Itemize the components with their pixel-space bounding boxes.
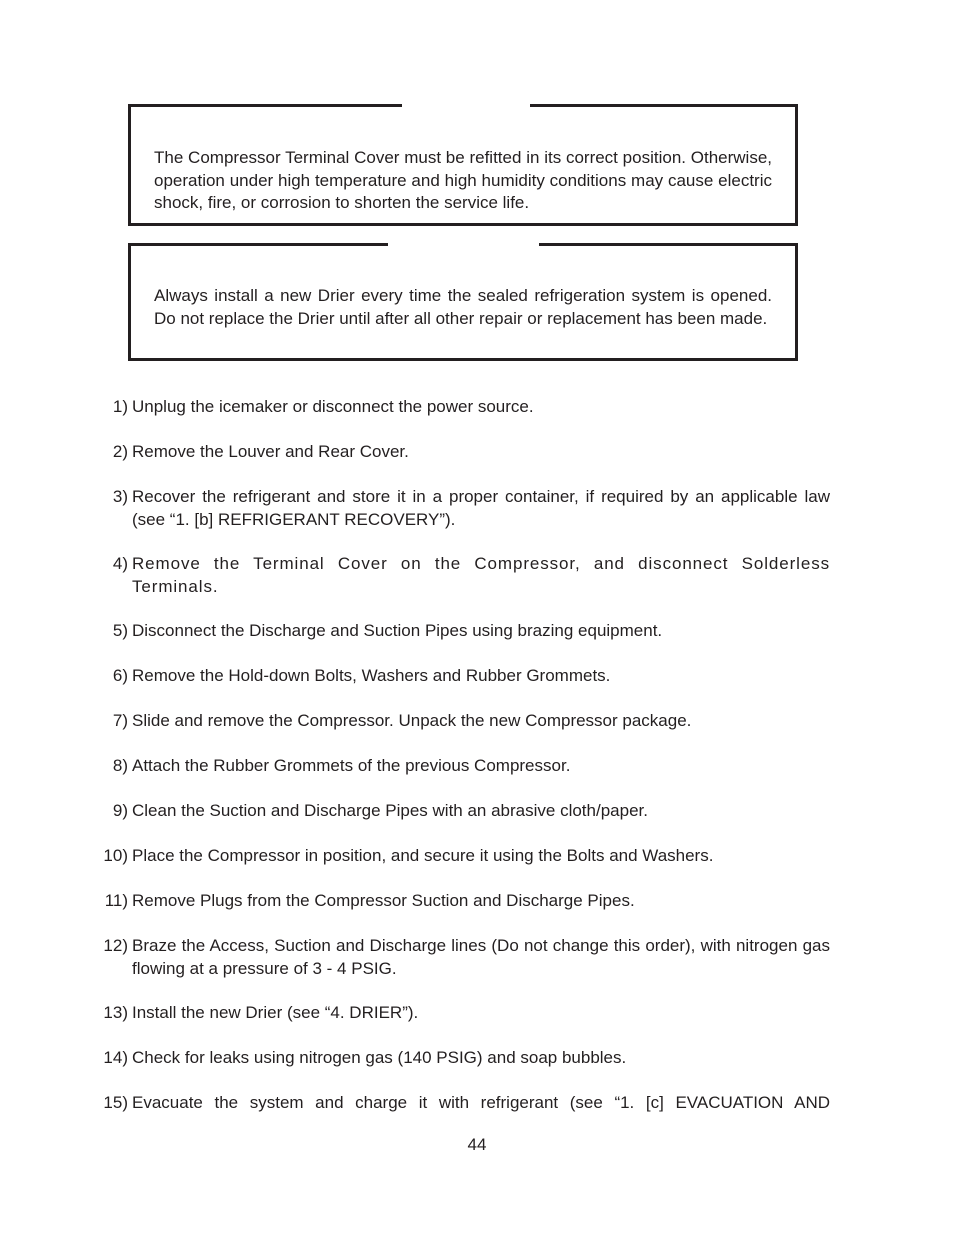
step-number: 4) <box>112 554 128 573</box>
step-number: 5) <box>112 621 128 640</box>
step-number: 6) <box>112 666 128 685</box>
step-number: 8) <box>112 756 128 775</box>
step-text: Clean the Suction and Discharge Pipes with an abrasive cloth/paper. <box>132 801 648 820</box>
step-number: 3) <box>112 487 128 506</box>
notice-box-compressor-cover <box>128 104 798 226</box>
page-number: 44 <box>467 1135 487 1154</box>
notice-text: Always install a new Drier every time the sealed refrigeration system is opened. Do not replace the Drier until after all other repair or replacement has been made. <box>154 286 772 328</box>
step-text: Slide and remove the Compressor. Unpack the new Compressor package. <box>132 711 692 730</box>
notice-header-gap <box>402 104 530 107</box>
step-text: Unplug the icemaker or disconnect the power source. <box>132 397 534 416</box>
step-number: 9) <box>112 801 128 820</box>
step-text: Install the new Drier (see “4. DRIER”). <box>132 1003 419 1022</box>
step-text: Remove Plugs from the Compressor Suction and Discharge Pipes. <box>132 891 635 910</box>
step-number: 14) <box>103 1048 128 1067</box>
step-number: 15) <box>103 1093 128 1112</box>
notice-text: The Compressor Terminal Cover must be refitted in its correct position. Otherwise, operation under high temperature and high humidity conditions may cause electric shock, fire, or corrosion to shorten the service life. <box>154 148 772 212</box>
step-number: 2) <box>112 442 128 461</box>
step-text: Remove the Louver and Rear Cover. <box>132 442 409 461</box>
step-number: 11) <box>104 891 128 910</box>
step-text: Place the Compressor in position, and secure it using the Bolts and Washers. <box>132 846 714 865</box>
notice-box-drier <box>128 243 798 361</box>
step-text: Check for leaks using nitrogen gas (140 PSIG) and soap bubbles. <box>132 1048 627 1067</box>
step-text: Disconnect the Discharge and Suction Pipes using brazing equipment. <box>132 621 663 640</box>
step-number: 13) <box>103 1003 128 1022</box>
step-number: 12) <box>103 936 128 955</box>
step-number: 1) <box>112 397 128 416</box>
step-text: Remove the Hold-down Bolts, Washers and Rubber Grommets. <box>132 666 611 685</box>
step-text: Braze the Access, Suction and Discharge lines (Do not change this order), with nitrogen gas flowing at a pressure of 3 - 4 PSIG. <box>132 936 830 978</box>
step-number: 7) <box>112 711 128 730</box>
step-text: Recover the refrigerant and store it in a proper container, if required by an applicable law (see “1. [b] REFRIGERANT RECOVERY”). <box>132 487 830 529</box>
step-text: Evacuate the system and charge it with refrigerant (see “1. [c] EVACUATION AND <box>132 1093 830 1112</box>
step-number: 10) <box>103 846 128 865</box>
step-text: Attach the Rubber Grommets of the previous Compressor. <box>132 756 571 775</box>
notice-header-gap <box>388 243 539 246</box>
step-text: Remove the Terminal Cover on the Compressor, and disconnect Solderless Terminals. <box>132 554 830 596</box>
